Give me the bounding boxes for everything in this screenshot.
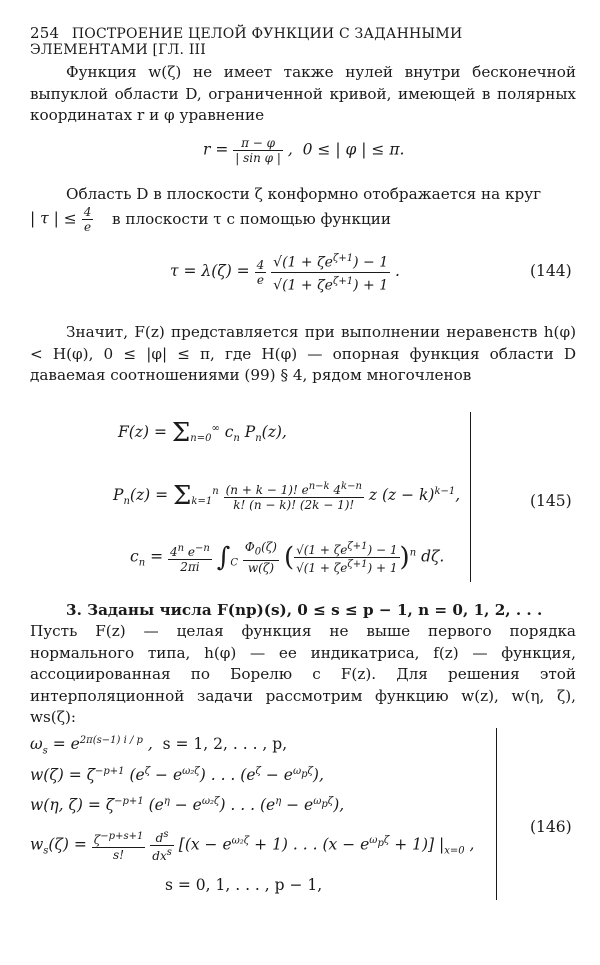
equation-146-s-last: s = 0, 1, . . . , p − 1,	[165, 876, 323, 894]
equation-145-series: $F(z) = \Sigma_{n=0}^\infty$ $c_n$ $P_n(z)$,	[118, 418, 287, 448]
equation-146-label: (146)	[530, 818, 572, 836]
equation-146-brace	[486, 728, 497, 900]
equation-146-s-range: s = 1, 2, . . . , p,	[162, 735, 288, 754]
equation-145-brace	[460, 412, 471, 582]
equation-146-w-zeta: $w(\zeta) = \zeta^{-p+1}$ $(e^\zeta - e^{\omega_2\zeta})$ . . . $(e^\zeta - e^{\omega_p\zeta})$,	[30, 766, 324, 785]
page-number: 254	[30, 24, 60, 42]
equation-145-polynomial: $P_n(z) = \Sigma_{k=1}^n$ $\frac{(n + k - 1)! e^{n-k} 4^{k-n}}{k! (n - k)! (2k - 1)!}$ z $(z - k)^{k-1}$,	[113, 481, 461, 512]
paragraph-1: Функция w(ζ) не имеет также нулей внутри бесконечной выпуклой области D, ограниченной кривой, имеющей в полярных координатах r и φ уравнение	[30, 63, 576, 124]
equation-144-label: (144)	[530, 262, 572, 280]
equation-144: τ = λ(ζ) = $\frac{4}{e}$ $\frac{√(1 + \zeta e^{\zeta+1}) - 1}{√(1 + \zeta e^{\zeta+1}) + 1}$ .	[170, 250, 400, 294]
equation-146-omega: $\omega_s = e^{2\pi(s-1) i / p}$ , s = 1, 2, . . . , p,	[30, 735, 288, 757]
equation-146-w-eta-zeta: w(η, $\zeta) = \zeta^{-p+1}$ $(e^\eta - e^{\omega_2\zeta})$ . . . $(e^\eta - e^{\omega_p\zeta})$,	[30, 796, 345, 815]
equation-polar-curve: r = $\frac{\pi - \varphi}{\text{| sin φ |}}$ , 0 ≤ | φ | ≤ π.	[203, 136, 405, 165]
paragraph-4: Пусть F(z) — целая функция не выше первого порядка нормального типа, h(φ) — ее индикатриса, f(z) — функция, ассоциированная по Борелю с F(z). Для решения этой интерполяционной задачи рассмотрим функцию w(z), w(η, ζ), ws(ζ):	[30, 622, 576, 726]
running-title: ПОСТРОЕНИЕ ЦЕЛОЙ ФУНКЦИИ С ЗАДАННЫМИ ЭЛЕМЕНТАМИ [ГЛ. III	[30, 26, 463, 58]
paragraph-2a: Область D в плоскости ζ конформно отображается на круг	[66, 185, 542, 203]
running-header	[30, 24, 582, 58]
equation-145-label: (145)	[530, 492, 572, 510]
equation-146-ws: $w_s(\zeta)$ = $\frac{\zeta^{-p+s+1}}{s!}$ $\frac{d^s}{dx^s}$ [$(x - e^{\omega_2\zeta} + 1)$ . . . $(x - e^{\omega_p\zeta} + 1)$] $|_{x=0}$ ,	[30, 829, 475, 863]
equation-145-coefficient: $c_n$ = $\frac{4^n e^{-n}}{2\pi i}$ $\int_C$ $\frac{\Phi_0(\zeta)}{w(\zeta)}$ ( $\frac{√(1 + \zeta e^{\zeta+1}) - 1}{√(1 + \zeta e^{\zeta+1}) + 1}$ )$^n$ dζ.	[130, 540, 445, 575]
equation-disk: | τ | ≤ $\frac{4}{e}$	[30, 205, 92, 234]
section-heading: 3. Заданы числа F(np)(s), 0 ≤ s ≤ p − 1, n = 0, 1, 2, . . .	[66, 601, 543, 619]
paragraph-3: Значит, F(z) представляется при выполнении неравенств h(φ) < H(φ), 0 ≤ |φ| ≤ π, где H(φ) — опорная функция области D даваемая соотношениями (99) § 4, рядом многочленов	[30, 323, 576, 384]
paragraph-2b: в плоскости τ с помощью функции	[112, 210, 391, 228]
